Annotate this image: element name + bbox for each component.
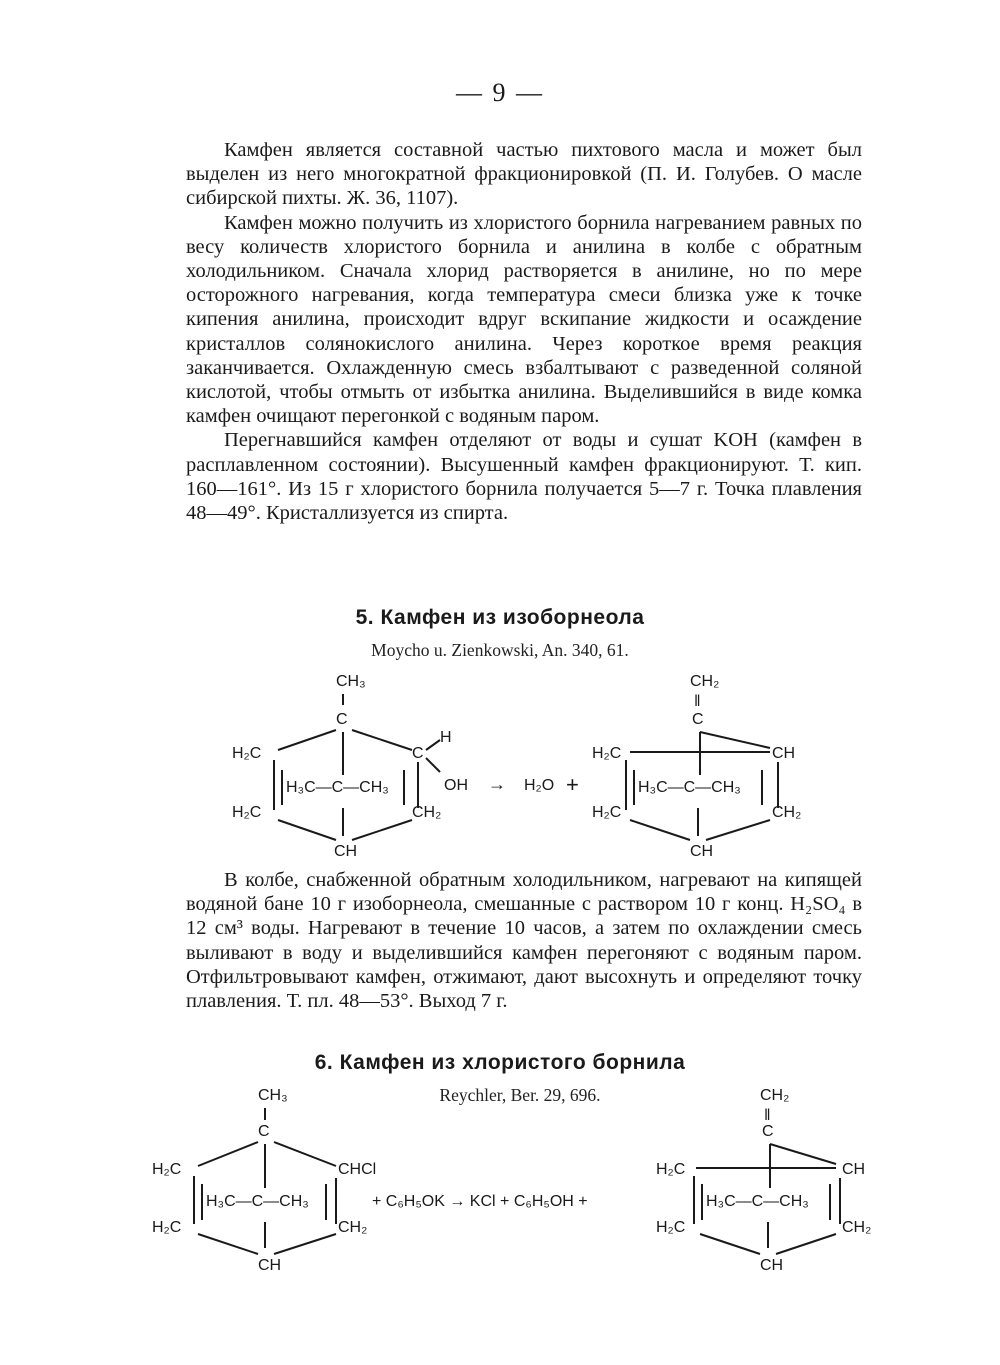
double-bond-mark: ‖ — [764, 1107, 771, 1124]
procedure-text-block — [186, 868, 862, 1013]
bond-line — [630, 820, 690, 840]
paragraph-bornyl-chloride-method: Камфен можно получить из хлористого борнила нагреванием равных по весу количеств хлористого борнила и анилина в колбе с обратным холодильником. Сначала хлорид растворяется в анилине, но по мере осторожного нагревания, когда температура смеси близка уже к точке кипения анилина, происходит вдруг вскипание жидкости и осаждение кристаллов солянокислого анилина. Через короткое время реакция заканчивается. Охлажденную смесь взбалтывают с разведенной соляной кислотой, чтобы отмыть от избытка анилина. Выделившийся в виде комка камфен очищают перегонкой с водяным паром. — [186, 211, 862, 428]
paragraph-isoborneol-procedure: В колбе, снабженной обратным холодильником, нагревают на кипящей водяной бане 10 г изоборнеола, смешанные с раствором 10 г конц. H₂SO₄ в 12 см³ воды. Нагревают в течение 10 часов, а затем по охлаждении смесь выливают в воду и выделившийся камфен перегоняют с водяным паром. Отфильтровывают камфен, отжимают, дают высохнуть и определяют точку плавления. Т. пл. 48—53°. Выход 7 г. — [186, 869, 862, 1013]
bond-line — [198, 1142, 258, 1166]
bond-line — [274, 1142, 336, 1166]
bond-line — [706, 820, 770, 840]
methine-right-label: CH — [772, 745, 796, 762]
camphene-structure — [592, 673, 801, 860]
paragraph-purification: Перегнавшийся камфен отделяют от воды и сушат KOH (камфен в расплавленном состоянии). Высушенный камфен фракционируют. Т. кип. 160—161°. Из 15 г хлористого борнила получается 5—7 г. Точка плавления 48—49°. Кристаллизуется из спирта. — [186, 429, 862, 525]
carbon-label: C — [692, 711, 704, 728]
methylene-upper-label: H₂C — [592, 745, 622, 762]
bond-line — [770, 1144, 836, 1164]
dimethyl-bridge-label: H₃C—C—CH₃ — [206, 1193, 309, 1210]
intro-text-block — [186, 138, 862, 525]
methine-label: CH — [258, 1257, 282, 1274]
plus-sign: + — [566, 772, 579, 797]
section-6-heading: 6. Камфен из хлористого борнила — [314, 1051, 686, 1074]
isoborneol-structure — [232, 673, 468, 860]
bond-line — [426, 758, 440, 772]
methylene-upper-label: H₂C — [232, 745, 262, 762]
methyl-group-label: CH₃ — [336, 673, 366, 690]
carbon-label: C — [336, 711, 348, 728]
dimethyl-bridge-label: H₃C—C—CH₃ — [706, 1193, 809, 1210]
methylene-right-label: CH₂ — [412, 804, 442, 821]
methylene-lower-label: H₂C — [592, 804, 622, 821]
methylene-lower-label: H₂C — [232, 804, 262, 821]
dimethyl-bridge-label: H₃C—C—CH₃ — [286, 779, 389, 796]
carbon-label: C — [762, 1123, 774, 1140]
bond-line — [426, 740, 440, 750]
bond-line — [278, 820, 336, 840]
section-6-reference: Reychler, Ber. 29, 696. — [439, 1085, 601, 1105]
hydrogen-label: H — [440, 729, 452, 746]
bond-line — [278, 730, 336, 750]
methylene-top-label: CH₂ — [760, 1087, 790, 1104]
methylene-lower-label: H₂C — [656, 1219, 686, 1236]
methine-label: CH — [690, 843, 714, 860]
methine-right-label: CH — [842, 1161, 866, 1178]
reaction-equation: + C₆H₅OK → KCl + C₆H₅OH + — [372, 1193, 588, 1210]
carbinol-carbon-label: C — [412, 745, 424, 762]
methine-label: CH — [760, 1257, 784, 1274]
bond-line — [274, 1234, 336, 1254]
methylene-right-label: CH₂ — [772, 804, 802, 821]
dimethyl-bridge-label: H₃C—C—CH₃ — [638, 779, 741, 796]
methylene-upper-label: H₂C — [152, 1161, 182, 1178]
double-bond-mark: ‖ — [694, 693, 701, 710]
methylene-top-label: CH₂ — [690, 673, 720, 690]
bond-line — [352, 730, 412, 750]
methylene-upper-label: H₂C — [656, 1161, 686, 1178]
chloromethine-label: CHCl — [338, 1161, 377, 1178]
bond-line — [700, 1234, 760, 1254]
bornyl-chloride-structure — [152, 1087, 376, 1274]
water-label: H₂O — [524, 777, 555, 794]
methyl-group-label: CH₃ — [258, 1087, 288, 1104]
methylene-lower-label: H₂C — [152, 1219, 182, 1236]
methine-label: CH — [334, 843, 358, 860]
camphene-structure — [656, 1087, 871, 1274]
carbon-label: C — [258, 1123, 270, 1140]
bornyl-chloride-reaction-scheme — [0, 1080, 1000, 1280]
bond-line — [700, 732, 770, 748]
bond-line — [352, 820, 412, 840]
isoborneol-reaction-scheme — [0, 660, 1000, 860]
hydroxyl-label: OH — [444, 777, 468, 794]
bond-line — [776, 1234, 836, 1254]
page-number: — 9 — — [456, 78, 544, 107]
methylene-right-label: CH₂ — [842, 1219, 872, 1236]
methylene-right-label: CH₂ — [338, 1219, 368, 1236]
paragraph-camphene-source: Камфен является составной частью пихтового масла и может был выделен из него многократной фракционировкой (П. И. Голубев. О масле сибирской пихты. Ж. 36, 1107). — [186, 139, 862, 210]
section-5-reference: Moycho u. Zienkowski, An. 340, 61. — [371, 640, 629, 660]
reaction-arrow: → — [488, 774, 506, 794]
section-5-heading: 5. Камфен из изоборнеола — [355, 606, 645, 629]
bond-line — [198, 1234, 258, 1254]
